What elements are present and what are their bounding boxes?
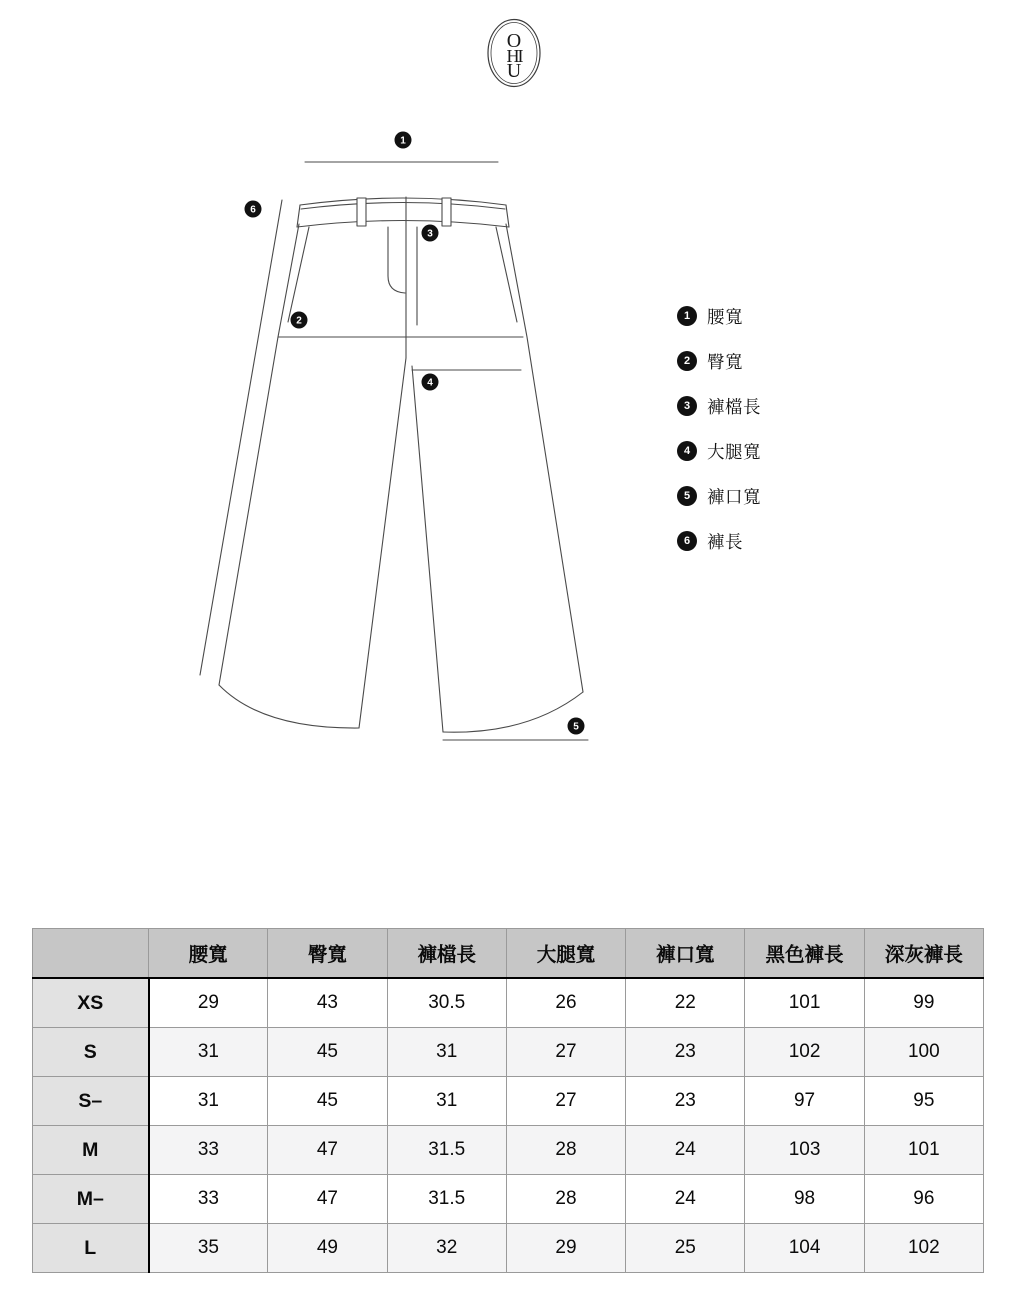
legend-number-badge: 3 [677,396,697,416]
right-inseam [412,366,443,732]
size-value-cell: 31 [387,1028,506,1077]
legend-number-badge: 1 [677,306,697,326]
table-row-s [33,1028,984,1077]
svg-text:4: 4 [427,377,433,389]
diagram-marker-2 [291,312,308,329]
size-value-cell: 31 [149,1028,268,1077]
size-value-cell: 25 [626,1224,745,1273]
legend-number-badge: 2 [677,351,697,371]
column-header-grey-length: 深灰褲長 [864,929,983,979]
legend-label: 褲長 [707,531,743,552]
size-value-cell: 30.5 [387,978,506,1028]
waistband-top-outer [300,198,506,205]
legend-number-badge: 6 [677,531,697,551]
size-value-cell: 31 [149,1077,268,1126]
size-value-cell: 47 [268,1175,387,1224]
size-table [32,928,984,1273]
legend-item-thigh [677,441,761,461]
size-value-cell: 103 [745,1126,864,1175]
right-pocket-line [496,227,517,322]
diagram-marker-1 [395,132,412,149]
waistband-left-cap [297,205,300,227]
fly-j-stitch [388,227,405,293]
column-header-waist: 腰寬 [149,929,268,979]
size-value-cell: 22 [626,978,745,1028]
left-inseam [359,358,406,728]
row-size-label: L [33,1224,149,1273]
size-value-cell: 102 [864,1224,983,1273]
size-value-cell: 26 [506,978,625,1028]
size-value-cell: 102 [745,1028,864,1077]
belt-loop-left [357,198,366,226]
row-size-label: XS [33,978,149,1028]
column-header-thigh: 大腿寬 [506,929,625,979]
size-value-cell: 33 [149,1175,268,1224]
logo-monogram-bottom: U [506,60,522,82]
size-value-cell: 35 [149,1224,268,1273]
column-header-crotch: 褲檔長 [387,929,506,979]
legend-label: 褲口寬 [707,486,761,507]
left-side-seam [219,224,299,685]
size-value-cell: 24 [626,1175,745,1224]
length-measure-line [200,200,282,675]
size-value-cell: 28 [506,1175,625,1224]
row-size-label: M– [33,1175,149,1224]
diagram-marker-5 [568,718,585,735]
belt-loop-right [442,198,451,226]
table-row-s-minus [33,1077,984,1126]
size-value-cell: 43 [268,978,387,1028]
table-row-m-minus [33,1175,984,1224]
row-size-label: M [33,1126,149,1175]
column-header-size [33,929,149,979]
size-value-cell: 45 [268,1028,387,1077]
column-header-black-length: 黑色褲長 [745,929,864,979]
table-header-row [33,929,984,979]
logo-monogram-top: O [506,30,522,52]
left-pocket-line [288,227,309,322]
size-value-cell: 29 [506,1224,625,1273]
table-row-xs [33,978,984,1028]
row-size-label: S [33,1028,149,1077]
size-value-cell: 101 [864,1126,983,1175]
table-row-l [33,1224,984,1273]
right-hem-curve [443,692,583,732]
size-value-cell: 31.5 [387,1175,506,1224]
svg-text:5: 5 [573,721,579,733]
size-value-cell: 27 [506,1077,625,1126]
size-value-cell: 49 [268,1224,387,1273]
legend-number-badge: 4 [677,441,697,461]
size-value-cell: 23 [626,1028,745,1077]
waistband-bottom [297,221,509,228]
legend-item-opening [677,486,761,506]
size-value-cell: 96 [864,1175,983,1224]
legend-label: 褲檔長 [707,396,761,417]
size-value-cell: 24 [626,1126,745,1175]
size-value-cell: 32 [387,1224,506,1273]
column-header-hip: 臀寬 [268,929,387,979]
legend-label: 大腿寬 [707,441,761,462]
svg-text:1: 1 [400,135,406,147]
row-size-label: S– [33,1077,149,1126]
size-value-cell: 100 [864,1028,983,1077]
size-value-cell: 33 [149,1126,268,1175]
legend-item-crotch [677,396,761,416]
legend-label: 腰寬 [707,306,743,327]
measurement-legend [677,306,761,576]
diagram-marker-6 [245,201,262,218]
right-side-seam [506,224,583,692]
diagram-marker-3 [422,225,439,242]
size-value-cell: 31.5 [387,1126,506,1175]
legend-item-length [677,531,761,551]
legend-label: 臀寬 [707,351,743,372]
column-header-opening: 褲口寬 [626,929,745,979]
size-value-cell: 28 [506,1126,625,1175]
size-value-cell: 47 [268,1126,387,1175]
size-value-cell: 97 [745,1077,864,1126]
svg-text:3: 3 [427,228,433,240]
legend-number-badge: 5 [677,486,697,506]
svg-text:6: 6 [250,204,256,216]
size-value-cell: 95 [864,1077,983,1126]
logo-monogram-middle: HI [506,46,522,66]
table-row-m [33,1126,984,1175]
size-value-cell: 101 [745,978,864,1028]
size-value-cell: 99 [864,978,983,1028]
left-hem-curve [219,685,359,728]
svg-text:2: 2 [296,315,302,327]
diagram-marker-4 [422,374,439,391]
waistband-top-inner [301,203,505,210]
size-value-cell: 27 [506,1028,625,1077]
size-value-cell: 29 [149,978,268,1028]
size-value-cell: 45 [268,1077,387,1126]
size-value-cell: 104 [745,1224,864,1273]
legend-item-waist [677,306,761,326]
legend-item-hip [677,351,761,371]
size-value-cell: 23 [626,1077,745,1126]
size-value-cell: 98 [745,1175,864,1224]
size-value-cell: 31 [387,1077,506,1126]
